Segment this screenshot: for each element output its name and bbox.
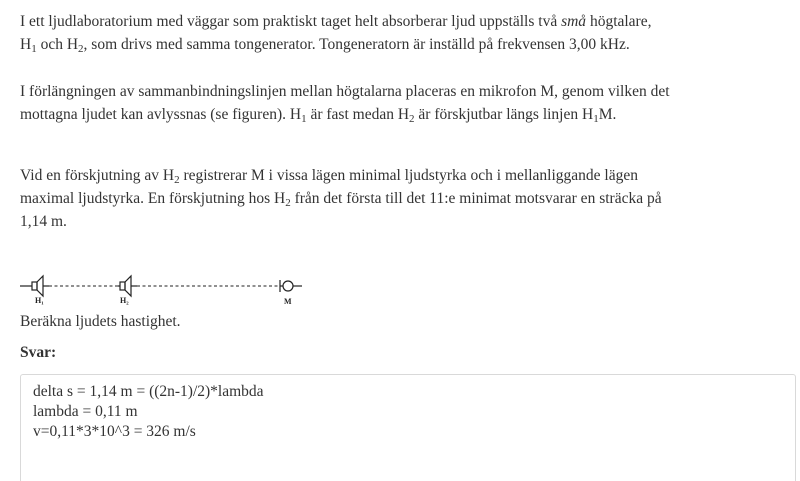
problem-paragraph-2 — [20, 80, 780, 126]
speaker-microphone-figure — [18, 270, 318, 312]
symbol: H — [20, 36, 32, 53]
text: I ett ljudlaboratorium med väggar som praktiskt taget helt absorberar ljud uppställs två — [20, 13, 562, 30]
subscript: 2 — [174, 174, 180, 186]
text: 1,14 m. — [20, 213, 67, 230]
answer-line-3: v=0,11*3*10^3 = 326 m/s — [33, 423, 196, 440]
symbol: H — [289, 106, 302, 123]
subscript: 1 — [31, 43, 37, 55]
symbol: H — [66, 36, 79, 53]
symbol: H — [397, 106, 410, 123]
text: mottagna ljudet kan avlyssnas (se figuren). — [20, 106, 290, 123]
text: M. — [598, 106, 617, 123]
speaker-h1-icon — [20, 276, 49, 296]
answer-textarea[interactable] — [20, 374, 796, 481]
label-h1: H₁ — [35, 296, 44, 305]
problem-paragraph-1 — [20, 10, 780, 56]
figure-svg — [18, 270, 318, 312]
answer-label: Svar: — [20, 344, 57, 361]
question-text: Beräkna ljudets hastighet. — [20, 313, 181, 330]
text: från det första till det 11:e minimat motsvarar en sträcka på — [290, 190, 662, 207]
subscript: 1 — [301, 113, 307, 125]
text: I förlängningen av sammanbindningslinjen mellan högtalarna placeras en mikrofon M, genom vilken det — [20, 83, 670, 100]
text: är fast medan — [306, 106, 398, 123]
answer-line-2: lambda = 0,11 m — [33, 403, 138, 420]
symbol: H — [162, 167, 175, 184]
answer-line-1: delta s = 1,14 m = ((2n-1)/2)*lambda — [33, 383, 264, 400]
symbol: H — [274, 190, 286, 207]
label-m: M — [284, 297, 292, 306]
problem-paragraph-3 — [20, 164, 780, 233]
text: är förskjutbar längs linjen — [414, 106, 582, 123]
text: , som drivs med samma tongenerator. Tongeneratorn är inställd på frekvensen 3,00 kHz. — [83, 36, 630, 53]
label-h2: H₂ — [120, 296, 129, 305]
speaker-h2-icon — [118, 276, 137, 296]
text: och — [36, 36, 67, 53]
subscript: 2 — [78, 43, 84, 55]
text: maximal ljudstyrka. En förskjutning hos — [20, 190, 275, 207]
text: högtalare, — [586, 13, 652, 30]
symbol: H — [582, 106, 594, 123]
text: registrerar M i vissa lägen minimal ljudstyrka och i mellanliggande lägen — [179, 167, 638, 184]
subscript: 2 — [409, 113, 415, 125]
subscript: 2 — [285, 197, 291, 209]
microphone-icon — [280, 280, 302, 292]
text: Vid en förskjutning av — [20, 167, 163, 184]
subscript: 1 — [593, 113, 599, 125]
emphasis-text: små — [561, 13, 587, 30]
